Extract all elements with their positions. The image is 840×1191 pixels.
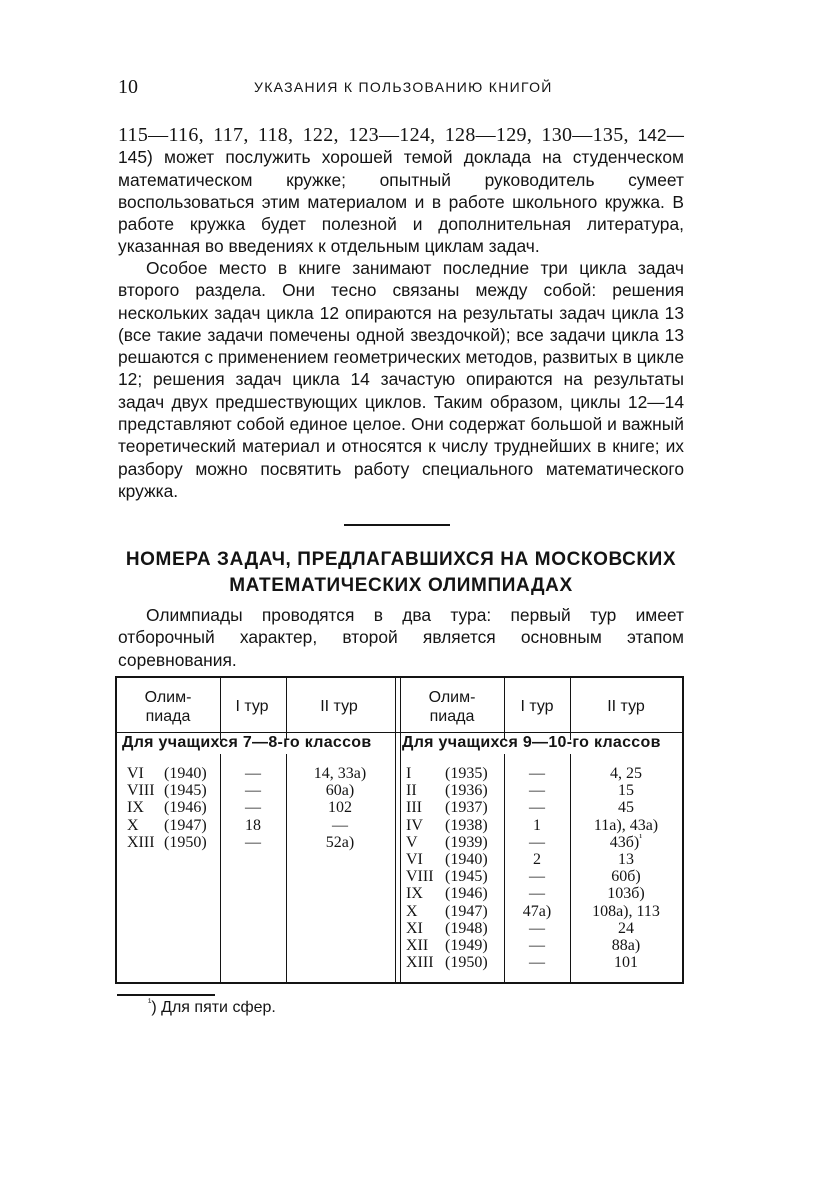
olympiad-year: (1947) [445,902,488,920]
intro-rest: 142—145) может послужить хорошей темой доклада на студенческом математическом кружке; опытный руководитель сумеет воспользоваться этим материалом и в работе школьного кружка. В работе кружка будет полезной и дополнительная литература, указанная во введениях к отдельным циклам задач. [118,125,684,257]
olympiad-year: (1945) [164,782,207,800]
round2-text: 15 [618,782,634,800]
round2-value [570,765,682,782]
round1-value: — [245,765,261,782]
olympiad-number: XI [406,919,423,937]
footnote-rule [117,994,215,996]
round2-value [286,765,394,782]
round1-value: 1 [533,816,541,834]
round2-value [570,799,682,816]
round2-text: 4, 25 [610,765,642,782]
section-title-line2: МАТЕМАТИЧЕСКИХ ОЛИМПИАДАХ [229,575,573,596]
header-olympiad-left: Олим- пиада [144,689,192,725]
section-intro-text: Олимпиады проводятся в два тура: первый тур имеет отборочный характер, второй является основным этапом соревнования. [118,605,684,670]
round1-value: 47а) [522,902,552,920]
footnote-ref-marker: ¹ [639,832,643,844]
header-round1-right: I тур [520,698,554,715]
page-number: 10 [118,76,138,98]
round1-value: — [529,833,545,851]
round1-value: — [529,799,545,817]
round2-value [570,782,682,799]
running-title: УКАЗАНИЯ К ПОЛЬЗОВАНИЮ КНИГОЙ [254,79,553,95]
olympiad-number: VIII [406,868,434,886]
footnote [148,999,276,1017]
round2-text: 101 [614,954,638,972]
round2-value [286,817,394,834]
round1-value: — [529,919,545,937]
round2-value [570,903,682,920]
round2-text: 24 [618,919,634,937]
olympiad-year: (1939) [445,833,488,851]
olympiad-number: X [406,902,418,920]
header-olympiad-right: Олим- пиада [428,689,476,725]
olympiad-number: IX [406,885,423,903]
round1-value: — [245,782,261,800]
second-paragraph [118,257,684,502]
olympiad-year: (1935) [445,765,488,782]
olympiad-year: (1940) [445,851,488,868]
round1-value: — [529,937,545,954]
round2-text: 43б) [609,833,640,851]
section-title-line1: НОМЕРА ЗАДАЧ, ПРЕДЛАГАВШИХСЯ НА МОСКОВСКИХ [125,549,677,570]
olympiad-number: XIII [406,954,434,972]
intro-first-line: 115—116, 117, 118, 122, 123—124, 128—129, 130—135, [118,124,629,146]
olympiad-number: IV [406,816,423,834]
olympiad-number: VI [406,851,423,868]
round1-value: — [529,868,545,886]
olympiad-year: (1936) [445,782,488,800]
round2-text: 52а) [325,833,355,851]
footnote-text: ) Для пяти сфер. [151,999,276,1016]
round2-text: 13 [618,851,634,868]
olympiad-number: VI [127,765,144,782]
olympiad-year: (1946) [164,799,207,817]
round2-text: 14, 33а) [313,765,367,782]
round2-value [570,920,682,937]
section-title [112,547,690,599]
olympiad-year: (1940) [164,765,207,782]
round2-text: 102 [328,799,352,817]
round2-text: 108а), 113 [592,902,660,920]
round2-text: 88а) [611,937,641,954]
round1-value: 18 [245,816,261,834]
round2-text: 103б) [607,885,645,903]
olympiad-number: I [406,765,412,782]
second-paragraph-text: Особое место в книге занимают последние три цикла задач второго раздела. Они тесно связаны между собой: решения нескольких задач цикла 12 опираются на результаты задач цикла 13 (все такие задачи помечены одной звездочкой); все задачи цикла 13 решаются с применением геометрических методов, развитых в цикле 12; решения задач цикла 14 зачастую опираются на результаты задач двух предшествующих циклов. Таким образом, циклы 12—14 представляют собой единое целое. Они содержат большой и важный теоретический материал и относятся к числу труднейших в книге; их разбору можно посвятить работу специального математического кружка. [118,258,684,501]
header-round2-left: II тур [320,698,358,715]
olympiad-number: IX [127,799,144,817]
left-group-heading: Для учащихся 7—8-го классов [122,734,372,751]
olympiad-year: (1950) [445,954,488,972]
round1-value: 2 [533,851,541,868]
round2-value [570,851,682,868]
round2-value [570,817,682,834]
round1-value: — [529,885,545,903]
olympiad-year: (1937) [445,799,488,817]
round2-value [286,799,394,816]
olympiad-year: (1949) [445,937,488,954]
intro-paragraph [118,124,684,258]
round2-value [570,954,682,971]
header-rule [117,732,682,733]
olympiad-year: (1950) [164,833,207,851]
header-round2-right: II тур [607,698,645,715]
round1-value: — [245,833,261,851]
round2-value [570,868,682,885]
round1-value: — [245,799,261,817]
section-intro [118,604,684,671]
round2-text: 60а) [325,782,355,800]
col-divider-double-a [395,678,396,984]
round2-text: 60б) [611,868,641,886]
footnote-marker: ¹ [148,997,152,1009]
header-round1-left: I тур [235,698,269,715]
olympiad-year: (1947) [164,816,207,834]
olympiad-number: III [406,799,422,817]
olympiad-year: (1938) [445,816,488,834]
olympiad-number: V [406,833,418,851]
round2-value [570,937,682,954]
olympiad-year: (1948) [445,919,488,937]
round1-value: — [529,954,545,972]
olympiad-number: VIII [127,782,155,800]
round2-value [286,782,394,799]
round1-value: — [529,765,545,782]
olympiad-number: X [127,816,139,834]
round1-value: — [529,782,545,800]
round2-value [286,834,394,851]
round2-text: — [332,816,348,834]
round2-text: 45 [618,799,634,817]
olympiad-year: (1945) [445,868,488,886]
round2-value [570,885,682,902]
olympiad-number: XII [406,937,429,954]
olympiad-year: (1946) [445,885,488,903]
right-group-heading: Для учащихся 9—10-го классов [402,734,661,751]
olympiad-number: II [406,782,417,800]
section-divider [344,524,450,526]
round2-value [570,834,682,851]
olympiad-number: XIII [127,833,155,851]
round2-text: 11а), 43а) [593,816,659,834]
